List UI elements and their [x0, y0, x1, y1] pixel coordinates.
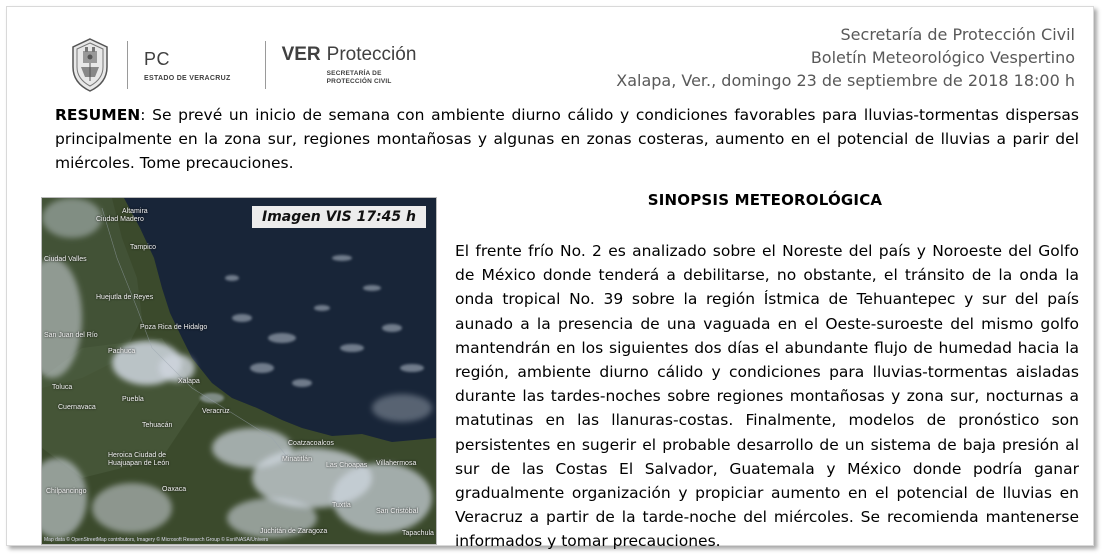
proteccion-logo-sub-1: SECRETARÍA DE	[326, 70, 382, 77]
satellite-credit: Map data © OpenStreetMap contributors, Imagery © Microsoft Research Group © Esri/NASA/Univers	[44, 537, 269, 543]
city-label: Huejutla de Reyes	[96, 294, 154, 301]
resumen-label: RESUMEN	[55, 106, 141, 124]
city-label: Tehuacán	[142, 422, 173, 429]
city-label: Veracruz	[202, 408, 230, 415]
city-label: Villahermosa	[376, 460, 417, 467]
header-logos	[67, 37, 416, 93]
logo-divider	[127, 41, 128, 89]
resumen-paragraph	[55, 103, 1079, 175]
city-label: Cuernavaca	[58, 404, 96, 411]
city-label: San Cristóbal	[376, 508, 419, 515]
city-label: Puebla	[122, 396, 144, 403]
bulletin-name: Boletín Meteorológico Vespertino	[810, 48, 1075, 67]
city-label: Ciudad Valles	[44, 256, 87, 263]
city-label: Altamira	[122, 208, 148, 215]
satellite-time-tag: Imagen VIS 17:45 h	[252, 206, 426, 228]
city-label: Toluca	[52, 384, 73, 391]
resumen-text: : Se prevé un inicio de semana con ambiente diurno cálido y condiciones favorables para lluvias-tormentas dispersas principalmente en la zona sur, regiones montañosas y algunas en zonas costeras, aumento en el potencial de lluvias a parir del miércoles. Tome precauciones.	[55, 106, 1079, 172]
city-label: Xalapa	[178, 378, 200, 385]
pc-logo-subtitle: ESTADO DE VERACRUZ	[144, 74, 231, 82]
city-label: Ciudad Madero	[96, 216, 144, 223]
city-label: Tuxtla	[332, 502, 351, 509]
city-label: Juchitán de Zaragoza	[260, 528, 328, 535]
city-label: Poza Rica de Hidalgo	[140, 324, 208, 331]
organization-name: Secretaría de Protección Civil	[840, 25, 1075, 44]
ver-logo-word: VER	[281, 44, 321, 65]
city-label: Tampico	[130, 244, 157, 251]
veracruz-seal-icon	[67, 37, 113, 93]
city-label: Pachuca	[108, 348, 136, 355]
city-label: Chilpancingo	[46, 488, 87, 495]
bulletin-header	[616, 23, 1075, 92]
sinopsis-title: SINOPSIS METEOROLÓGICA	[647, 191, 883, 209]
city-label: Coatzacoalcos	[288, 440, 334, 447]
pc-logo	[144, 49, 231, 82]
city-label: Heroica Ciudad de Huajuapan de León	[108, 452, 170, 467]
logo-divider	[265, 41, 266, 89]
bulletin-page	[6, 6, 1094, 551]
proteccion-logo-sub-2: PROTECCIÓN CIVIL	[326, 78, 392, 85]
city-label: Las Choapas	[326, 462, 368, 469]
ver-proteccion-logo	[282, 44, 417, 86]
satellite-map	[42, 198, 436, 544]
proteccion-logo-word: Protección	[326, 44, 417, 65]
satellite-image	[41, 197, 437, 545]
bulletin-date: Xalapa, Ver., domingo 23 de septiembre de 2018 18:00 h	[616, 71, 1075, 90]
city-label: Minatitlán	[282, 456, 312, 463]
city-label: Tapachula	[402, 530, 434, 537]
city-label: Oaxaca	[162, 486, 187, 493]
city-label: San Juan del Río	[44, 332, 98, 339]
sinopsis-body: El frente frío No. 2 es analizado sobre el Noreste del país y Noroeste del Golfo de México donde tenderá a debilitarse, no obstante, el tránsito de la onda la onda tropical No. 39 sobre la región Ístmica de Tehuantepec y sur del país aunado a la presencia de una vaguada en el Oeste-suroeste del mismo golfo mantendrán en los siguientes dos días el abundante flujo de humedad hacia la región, ambiente diurno cálido y condiciones para lluvias-tormentas aisladas durante las tardes-noches sobre regiones montañosas y zona sur, nocturnas a matutinas en las llanuras-costas. Finalmente, modelos de pronóstico son persistentes en sugerir el probable desarrollo de un sistema de baja presión al sur de las Costas El Salvador, Guatemala y México donde podría ganar gradualmente organización y propiciar aumento en el potencial de lluvias en Veracruz a partir de la tarde-noche del miércoles. Se recomienda mantenerse informados y tomar precauciones.	[455, 242, 1079, 551]
pc-logo-title: PC	[144, 48, 171, 69]
